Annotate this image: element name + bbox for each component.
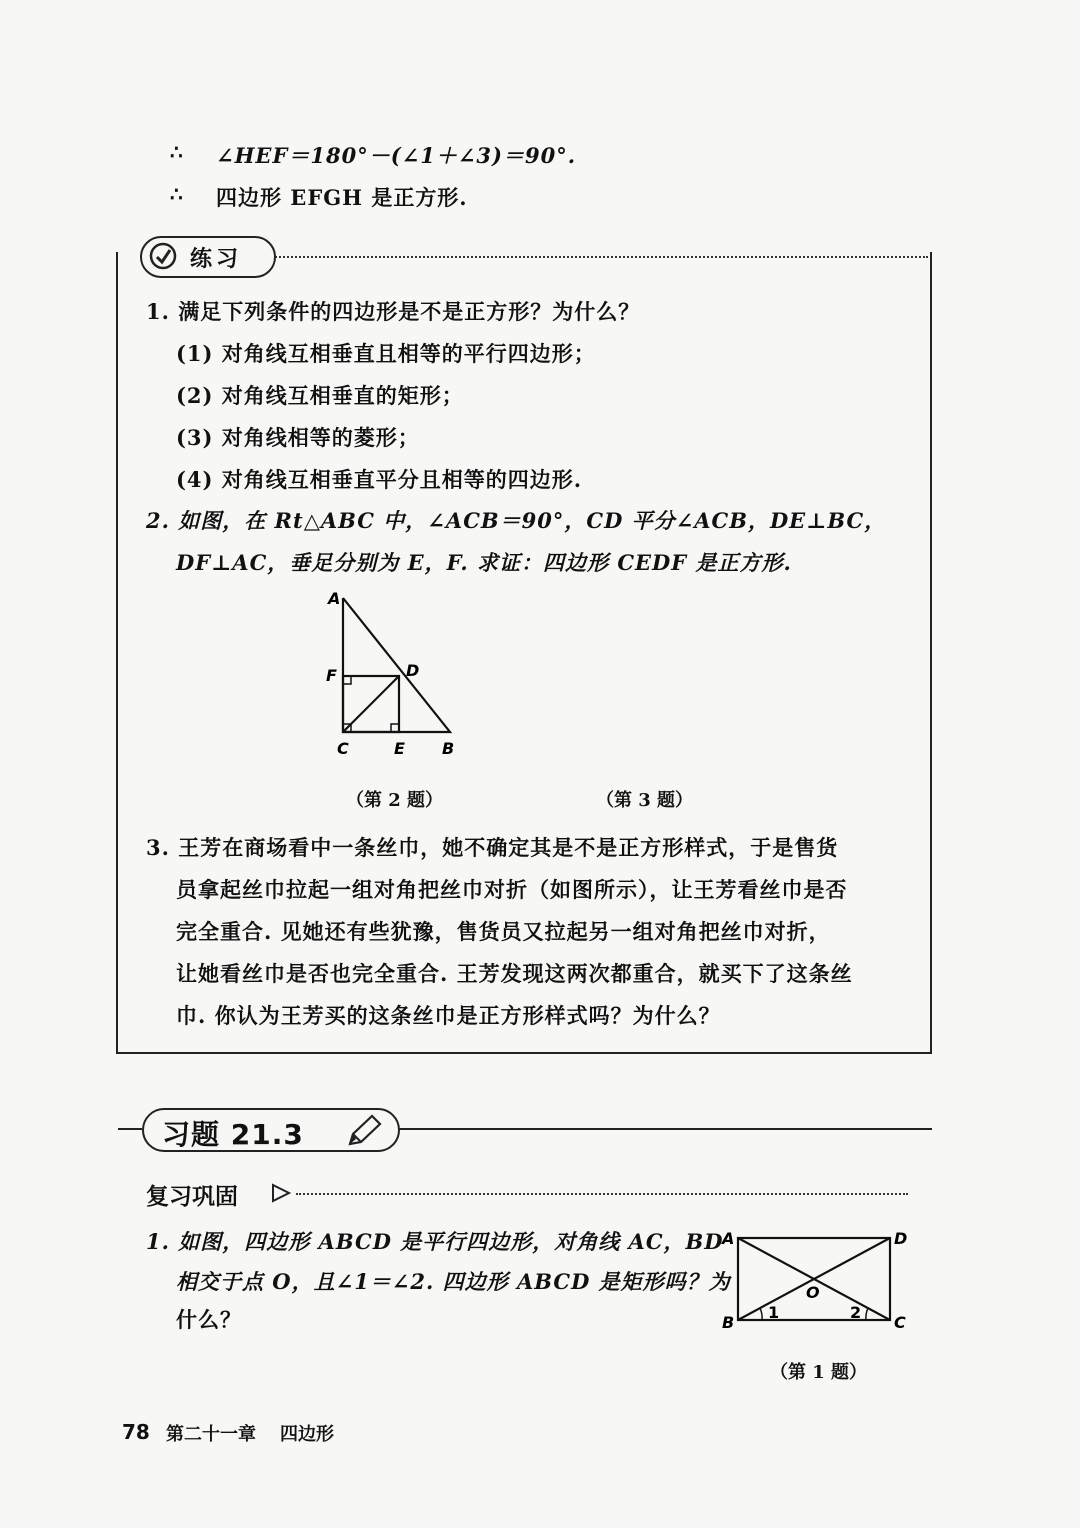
practice-q3-line: 让她看丝巾是否也完全重合. 王芳发现这两次都重合，就买下了这条丝: [176, 961, 853, 986]
page-number: 78: [122, 1420, 150, 1444]
exercise-q1-line: 相交于点 O，且∠1＝∠2. 四边形 ABCD 是矩形吗？为: [176, 1269, 731, 1294]
figure-2-label-d: D: [406, 661, 420, 680]
chapter-title: 四边形: [280, 1424, 334, 1445]
figure-2-label-c: C: [337, 739, 349, 758]
practice-q3-line: 巾. 你认为王芳买的这条丝巾是正方形样式吗？为什么？: [176, 1003, 721, 1028]
figure-1-angle-1: 1: [768, 1303, 780, 1322]
exercise-rule-right: [396, 1128, 932, 1130]
proof-line-2: 四边形 EFGH 是正方形.: [216, 185, 468, 210]
practice-q3-line: 完全重合. 见她还有些犹豫，售货员又拉起另一组对角把丝巾对折，: [176, 919, 831, 944]
exercise-q1-line: 什么？: [176, 1307, 242, 1332]
exercise-rule-left: [118, 1128, 142, 1130]
figure-2-label-a: A: [328, 589, 341, 608]
triangle-arrow-icon: [270, 1182, 292, 1204]
figure-2-label-b: B: [442, 739, 455, 758]
practice-q3-line: 员拿起丝巾拉起一组对角把丝巾对折（如图所示），让王芳看丝巾是否: [176, 877, 848, 902]
figure-1-caption: （第 1 题）: [770, 1362, 868, 1383]
practice-icon: [148, 241, 178, 271]
figure-3-caption: （第 3 题）: [596, 790, 694, 811]
practice-q1-item: (3) 对角线相等的菱形；: [176, 425, 420, 450]
exercise-q1-line: 1. 如图，四边形 ABCD 是平行四边形，对角线 AC，BD: [146, 1229, 724, 1254]
therefore-symbol: ∴: [170, 140, 183, 164]
practice-q1-stem: 1. 满足下列条件的四边形是不是正方形？为什么？: [146, 299, 641, 324]
therefore-symbol: ∴: [170, 182, 183, 206]
exercise-title: 习题 21.3: [162, 1118, 304, 1151]
figure-2-caption: （第 2 题）: [346, 790, 444, 811]
figure-2-triangle: [316, 584, 476, 760]
figure-1-label-d: D: [894, 1229, 908, 1248]
practice-q2-line-2: DF⊥AC，垂足分别为 E，F. 求证：四边形 CEDF 是正方形.: [176, 550, 792, 575]
proof-line-1: ∠HEF＝180°－(∠1＋∠3)＝90°.: [216, 143, 577, 168]
figure-2-label-e: E: [394, 739, 405, 758]
chapter-label: 第二十一章: [166, 1424, 256, 1445]
practice-q1-item: (4) 对角线互相垂直平分且相等的四边形.: [176, 467, 583, 492]
figure-1-angle-2: 2: [850, 1303, 862, 1322]
figure-2-label-f: F: [326, 666, 337, 685]
practice-frame-top-rule: [272, 256, 928, 258]
figure-1-rectangle: [716, 1222, 916, 1338]
practice-q1-item: (2) 对角线互相垂直的矩形；: [176, 383, 464, 408]
figure-1-label-o: O: [806, 1283, 820, 1302]
subsection-dotted-rule: [296, 1193, 908, 1195]
subsection-title: 复习巩固: [146, 1184, 238, 1210]
practice-q2-line-1: 2. 如图，在 Rt△ABC 中，∠ACB＝90°，CD 平分∠ACB，DE⊥BC，: [146, 508, 887, 533]
practice-q3-line: 3. 王芳在商场看中一条丝巾，她不确定其是不是正方形样式，于是售货: [146, 835, 839, 860]
practice-q1-item: (1) 对角线互相垂直且相等的平行四边形；: [176, 341, 596, 366]
figure-1-label-a: A: [722, 1229, 735, 1248]
practice-tag: [140, 236, 276, 278]
figure-1-label-c: C: [894, 1313, 906, 1332]
practice-title: 练习: [190, 247, 243, 272]
figure-1-label-b: B: [722, 1313, 735, 1332]
pencil-icon: [344, 1112, 384, 1148]
exercise-tag: [142, 1108, 400, 1152]
